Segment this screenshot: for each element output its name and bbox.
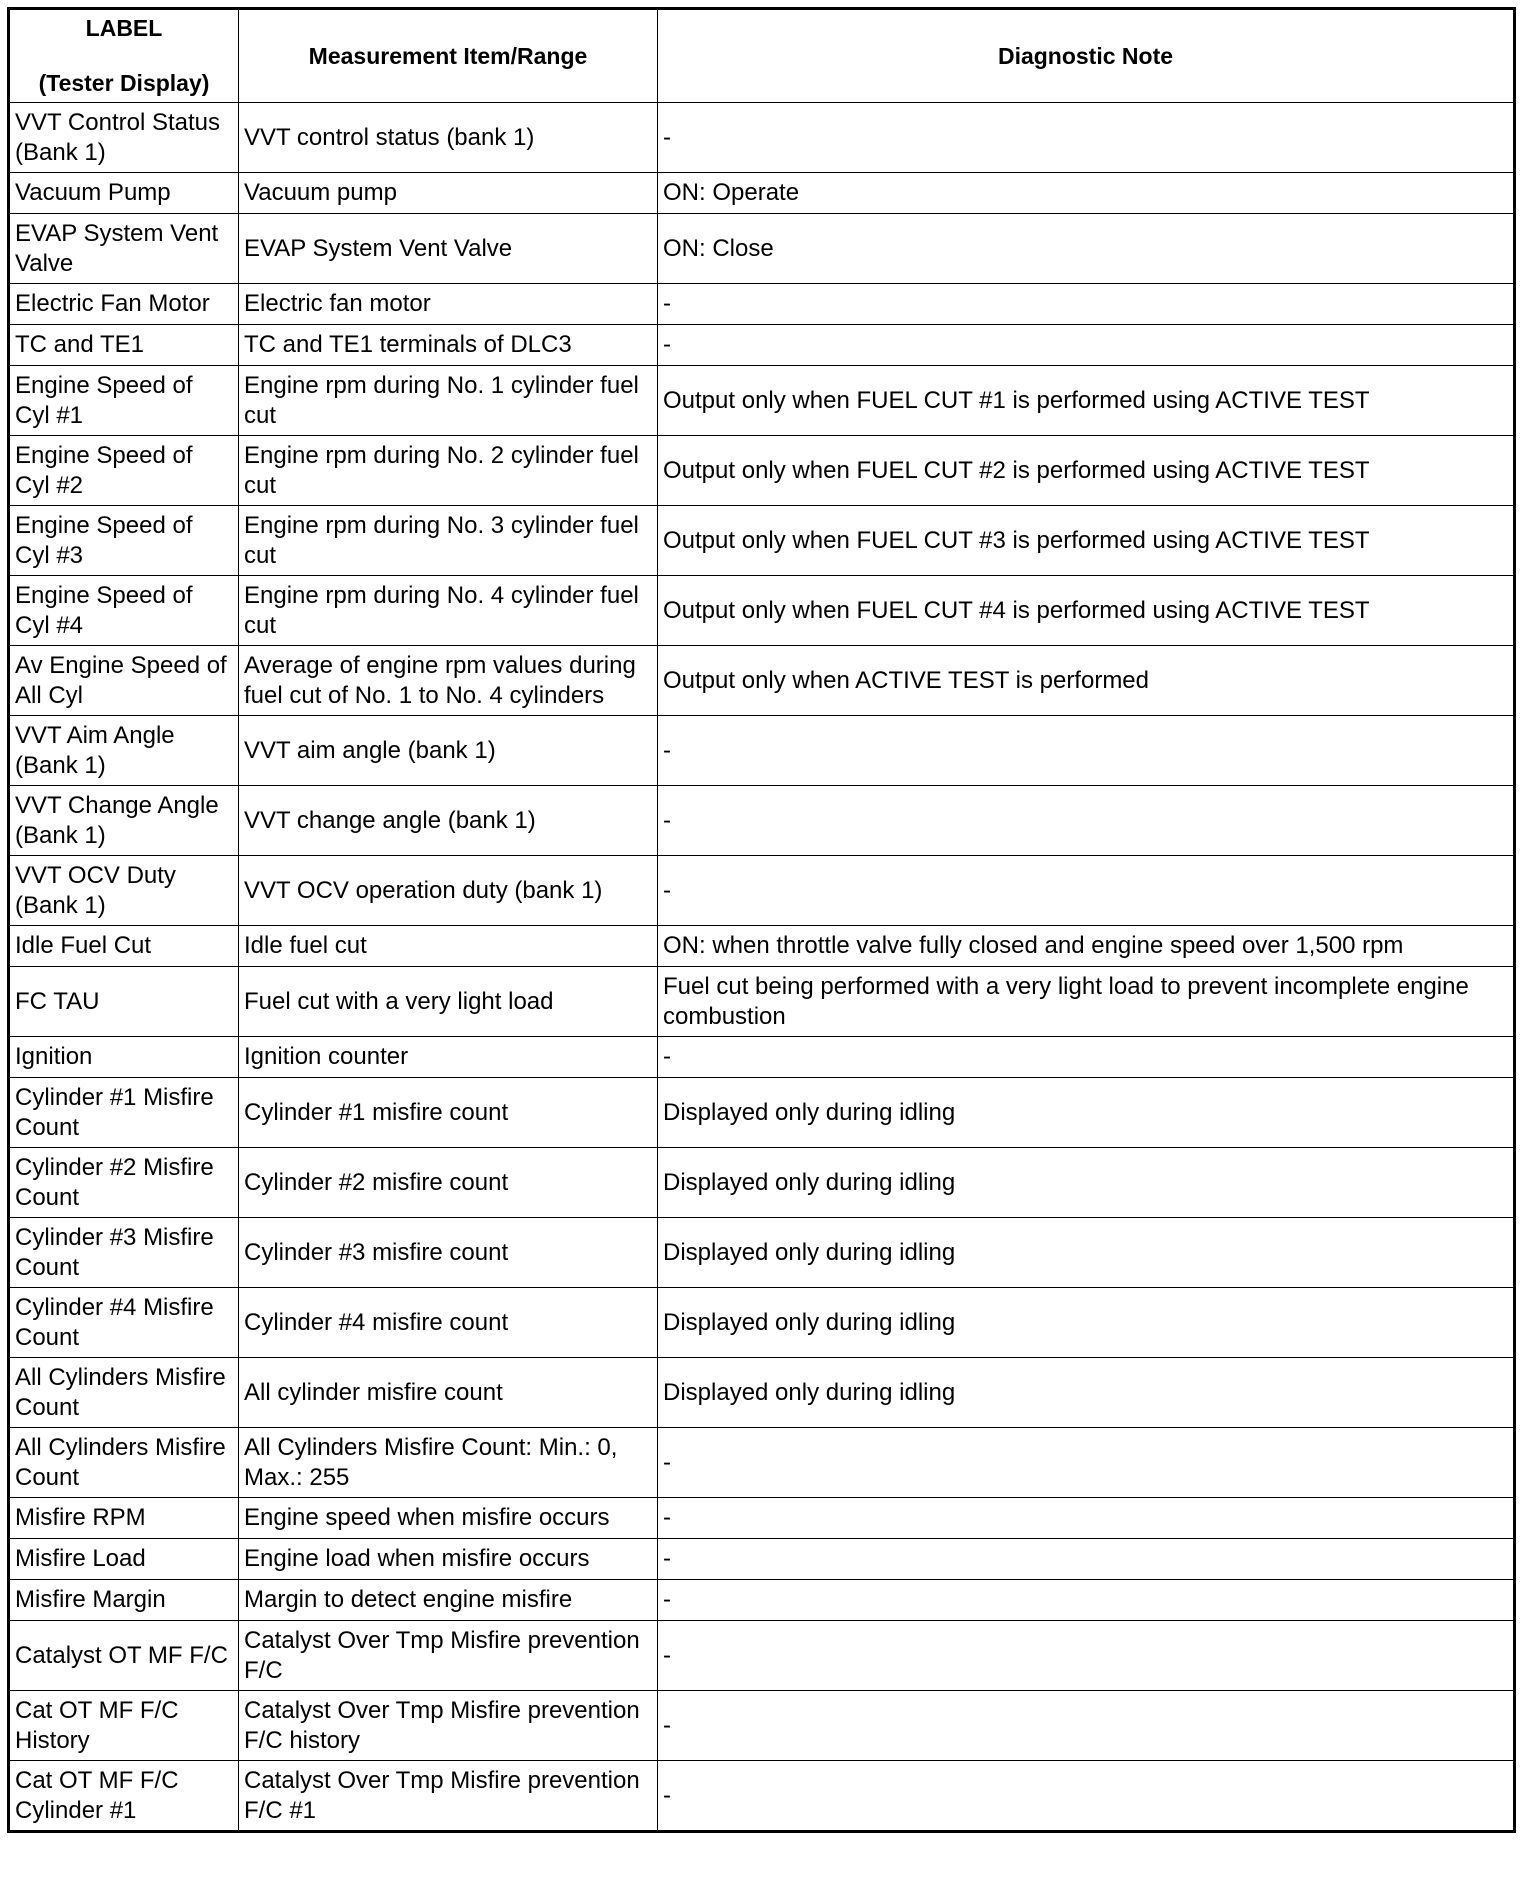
cell-label: Cat OT MF F/C Cylinder #1 <box>9 1761 239 1832</box>
header-label <box>9 9 239 103</box>
cell-label: Av Engine Speed of All Cyl <box>9 646 239 716</box>
cell-label: Engine Speed of Cyl #4 <box>9 576 239 646</box>
cell-label: Cylinder #3 Misfire Count <box>9 1218 239 1288</box>
cell-item: Cylinder #1 misfire count <box>239 1078 658 1148</box>
cell-item: Cylinder #4 misfire count <box>239 1288 658 1358</box>
table-row <box>9 1621 1515 1691</box>
cell-note: - <box>658 786 1515 856</box>
cell-label: VVT Control Status (Bank 1) <box>9 103 239 173</box>
table-row <box>9 967 1515 1037</box>
cell-item: Vacuum pump <box>239 173 658 214</box>
header-diagnostic: Diagnostic Note <box>658 9 1515 103</box>
cell-item: Cylinder #2 misfire count <box>239 1148 658 1218</box>
cell-label: Catalyst OT MF F/C <box>9 1621 239 1691</box>
table-row <box>9 646 1515 716</box>
cell-note: ON: Close <box>658 214 1515 284</box>
cell-note: - <box>658 1691 1515 1761</box>
data-list-table <box>7 7 1516 1833</box>
table-row <box>9 856 1515 926</box>
cell-item: TC and TE1 terminals of DLC3 <box>239 325 658 366</box>
cell-label: Idle Fuel Cut <box>9 926 239 967</box>
table-row <box>9 1148 1515 1218</box>
cell-item: VVT OCV operation duty (bank 1) <box>239 856 658 926</box>
table-row <box>9 1580 1515 1621</box>
cell-item: Average of engine rpm values during fuel cut of No. 1 to No. 4 cylinders <box>239 646 658 716</box>
cell-item: Engine speed when misfire occurs <box>239 1498 658 1539</box>
cell-note: - <box>658 1761 1515 1832</box>
cell-note: Output only when FUEL CUT #2 is performed using ACTIVE TEST <box>658 436 1515 506</box>
cell-label: Misfire Margin <box>9 1580 239 1621</box>
cell-label: Misfire RPM <box>9 1498 239 1539</box>
table-row <box>9 1691 1515 1761</box>
table-row <box>9 506 1515 576</box>
table-row <box>9 1761 1515 1832</box>
cell-note: - <box>658 1539 1515 1580</box>
table-row <box>9 576 1515 646</box>
cell-note: - <box>658 716 1515 786</box>
cell-note: - <box>658 1037 1515 1078</box>
cell-label: Engine Speed of Cyl #1 <box>9 366 239 436</box>
cell-item: Catalyst Over Tmp Misfire prevention F/C <box>239 1621 658 1691</box>
cell-label: Ignition <box>9 1037 239 1078</box>
cell-note: Displayed only during idling <box>658 1358 1515 1428</box>
cell-note: Displayed only during idling <box>658 1288 1515 1358</box>
table-row <box>9 1358 1515 1428</box>
cell-label: Cat OT MF F/C History <box>9 1691 239 1761</box>
table-row <box>9 103 1515 173</box>
table-row <box>9 1428 1515 1498</box>
cell-label: Cylinder #4 Misfire Count <box>9 1288 239 1358</box>
cell-item: Margin to detect engine misfire <box>239 1580 658 1621</box>
table-row <box>9 325 1515 366</box>
cell-item: All Cylinders Misfire Count: Min.: 0, Max.: 255 <box>239 1428 658 1498</box>
cell-note: Output only when ACTIVE TEST is performed <box>658 646 1515 716</box>
cell-item: Cylinder #3 misfire count <box>239 1218 658 1288</box>
cell-item: Engine rpm during No. 1 cylinder fuel cut <box>239 366 658 436</box>
cell-item: Engine rpm during No. 2 cylinder fuel cut <box>239 436 658 506</box>
cell-item: VVT change angle (bank 1) <box>239 786 658 856</box>
cell-label: Cylinder #2 Misfire Count <box>9 1148 239 1218</box>
cell-label: All Cylinders Misfire Count <box>9 1428 239 1498</box>
cell-note: ON: Operate <box>658 173 1515 214</box>
cell-label: Engine Speed of Cyl #3 <box>9 506 239 576</box>
header-label-line1: LABEL <box>85 15 163 41</box>
cell-item: Catalyst Over Tmp Misfire prevention F/C #1 <box>239 1761 658 1832</box>
table-row <box>9 173 1515 214</box>
cell-item: EVAP System Vent Valve <box>239 214 658 284</box>
cell-label: EVAP System Vent Valve <box>9 214 239 284</box>
header-row <box>9 9 1515 103</box>
table-row <box>9 366 1515 436</box>
cell-item: Idle fuel cut <box>239 926 658 967</box>
cell-note: - <box>658 1580 1515 1621</box>
cell-note: Displayed only during idling <box>658 1148 1515 1218</box>
cell-label: Electric Fan Motor <box>9 284 239 325</box>
cell-item: VVT aim angle (bank 1) <box>239 716 658 786</box>
table-row <box>9 1288 1515 1358</box>
cell-item: VVT control status (bank 1) <box>239 103 658 173</box>
cell-note: - <box>658 1498 1515 1539</box>
table-row <box>9 1539 1515 1580</box>
cell-note: - <box>658 284 1515 325</box>
table-row <box>9 1498 1515 1539</box>
table-row <box>9 786 1515 856</box>
table-row <box>9 716 1515 786</box>
cell-label: Misfire Load <box>9 1539 239 1580</box>
table-row <box>9 214 1515 284</box>
cell-label: TC and TE1 <box>9 325 239 366</box>
cell-item: Engine rpm during No. 4 cylinder fuel cut <box>239 576 658 646</box>
cell-item: Fuel cut with a very light load <box>239 967 658 1037</box>
header-measurement: Measurement Item/Range <box>239 9 658 103</box>
cell-label: Engine Speed of Cyl #2 <box>9 436 239 506</box>
cell-note: - <box>658 325 1515 366</box>
cell-note: Fuel cut being performed with a very light load to prevent incomplete engine combustion <box>658 967 1515 1037</box>
cell-note: - <box>658 103 1515 173</box>
cell-item: All cylinder misfire count <box>239 1358 658 1428</box>
cell-item: Engine load when misfire occurs <box>239 1539 658 1580</box>
table-row <box>9 436 1515 506</box>
cell-label: FC TAU <box>9 967 239 1037</box>
cell-note: Output only when FUEL CUT #3 is performed using ACTIVE TEST <box>658 506 1515 576</box>
cell-item: Electric fan motor <box>239 284 658 325</box>
cell-label: VVT Aim Angle (Bank 1) <box>9 716 239 786</box>
table-row <box>9 1078 1515 1148</box>
table-row <box>9 1218 1515 1288</box>
cell-item: Engine rpm during No. 3 cylinder fuel cut <box>239 506 658 576</box>
cell-note: Displayed only during idling <box>658 1218 1515 1288</box>
cell-label: VVT Change Angle (Bank 1) <box>9 786 239 856</box>
cell-note: - <box>658 1428 1515 1498</box>
cell-item: Catalyst Over Tmp Misfire prevention F/C history <box>239 1691 658 1761</box>
cell-note: Output only when FUEL CUT #1 is performed using ACTIVE TEST <box>658 366 1515 436</box>
header-label-line2: (Tester Display) <box>38 70 210 96</box>
table-row <box>9 926 1515 967</box>
cell-item: Ignition counter <box>239 1037 658 1078</box>
cell-note: Displayed only during idling <box>658 1078 1515 1148</box>
cell-note: ON: when throttle valve fully closed and engine speed over 1,500 rpm <box>658 926 1515 967</box>
cell-label: Vacuum Pump <box>9 173 239 214</box>
cell-label: Cylinder #1 Misfire Count <box>9 1078 239 1148</box>
cell-label: VVT OCV Duty (Bank 1) <box>9 856 239 926</box>
cell-note: - <box>658 856 1515 926</box>
table-row <box>9 1037 1515 1078</box>
cell-note: Output only when FUEL CUT #4 is performed using ACTIVE TEST <box>658 576 1515 646</box>
cell-label: All Cylinders Misfire Count <box>9 1358 239 1428</box>
table-row <box>9 284 1515 325</box>
cell-note: - <box>658 1621 1515 1691</box>
